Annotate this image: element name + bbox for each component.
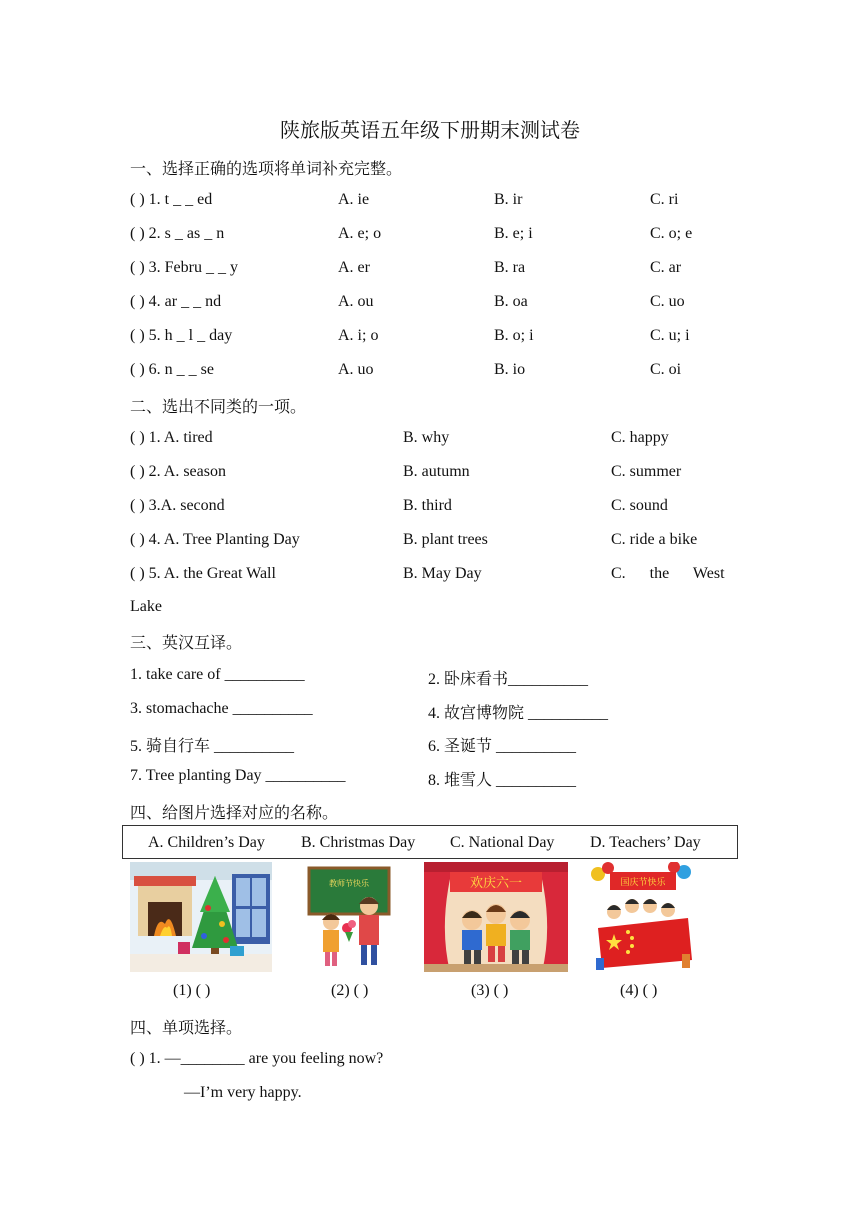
question-text: ( ) 1. t _ _ ed — [130, 191, 213, 208]
national-day-picture — [588, 862, 698, 972]
christmas-picture — [130, 862, 272, 972]
option-b: B. autumn — [403, 463, 470, 480]
option-a: A. ie — [338, 191, 370, 208]
question-row — [130, 565, 750, 587]
option-c: C. ride a bike — [611, 531, 698, 548]
question-text: ( ) 5. A. the Great Wall — [130, 565, 276, 582]
question-text: ( ) 4. ar _ _ nd — [130, 293, 222, 310]
question-text: ( ) 6. n _ _ se — [130, 361, 214, 378]
option-b: B. oa — [494, 293, 528, 310]
translation-item: 7. Tree planting Day __________ — [130, 767, 346, 784]
option-c: C. uo — [650, 293, 685, 310]
picture-caption: (4) ( ) — [620, 982, 658, 999]
question-text: ( ) 2. s _ as _ n — [130, 225, 225, 242]
option-c: C. oi — [650, 361, 682, 378]
option-b: B. why — [403, 429, 450, 446]
question-row — [130, 463, 750, 485]
translation-item: 1. take care of __________ — [130, 666, 305, 683]
question-text: ( ) 1. —________ are you feeling now? — [130, 1050, 384, 1067]
translation-row — [130, 700, 750, 722]
childrens-day-picture — [424, 862, 568, 972]
section5-heading: 四、单项选择。 — [130, 1020, 243, 1037]
option-b: B. ra — [494, 259, 526, 276]
option-b: B. plant trees — [403, 531, 488, 548]
wrapped-text: Lake — [130, 598, 162, 615]
page-title: 陕旅版英语五年级下册期末测试卷 — [280, 120, 580, 142]
option-a: A. i; o — [338, 327, 379, 344]
translation-row — [130, 733, 750, 755]
translation-item: 5. 骑自行车 __________ — [130, 738, 295, 755]
answer-text: —I’m very happy. — [184, 1084, 302, 1101]
option-c: C. the West — [611, 565, 725, 582]
option-label: A. Children’s Day — [148, 834, 265, 851]
option-c: C. ar — [650, 259, 682, 276]
translation-row — [130, 767, 750, 789]
question-row — [130, 531, 750, 553]
question-row — [130, 225, 750, 247]
banner-text: 欢庆六一 — [469, 876, 523, 891]
options-box — [122, 825, 738, 859]
question-row — [130, 327, 750, 349]
question-row — [130, 191, 750, 213]
question-text: ( ) 2. A. season — [130, 463, 226, 480]
banner-text: 国庆节快乐 — [620, 878, 666, 888]
translation-item: 6. 圣诞节 __________ — [428, 738, 577, 755]
section3-heading: 三、英汉互译。 — [130, 635, 243, 652]
option-b: B. May Day — [403, 565, 482, 582]
option-a: A. uo — [338, 361, 374, 378]
option-a: A. ou — [338, 293, 374, 310]
option-c: C. sound — [611, 497, 668, 514]
picture-caption: (1) ( ) — [173, 982, 211, 999]
question-text: ( ) 3.A. second — [130, 497, 225, 514]
option-c: C. happy — [611, 429, 669, 446]
translation-item: 4. 故宫博物院 __________ — [428, 705, 609, 722]
option-b: B. third — [403, 497, 452, 514]
board-text: 教师节快乐 — [329, 879, 369, 888]
question-text: ( ) 3. Febru _ _ y — [130, 259, 238, 276]
question-text: ( ) 1. A. tired — [130, 429, 213, 446]
question-row — [130, 293, 750, 315]
question-row — [130, 429, 750, 451]
picture-caption: (3) ( ) — [471, 982, 509, 999]
section2-heading: 二、选出不同类的一项。 — [130, 399, 307, 416]
option-b: B. o; i — [494, 327, 534, 344]
section4-heading: 四、给图片选择对应的名称。 — [130, 805, 339, 822]
option-b: B. e; i — [494, 225, 533, 242]
option-b: B. io — [494, 361, 526, 378]
option-label: B. Christmas Day — [301, 834, 416, 851]
option-a: A. e; o — [338, 225, 382, 242]
question-text: ( ) 5. h _ l _ day — [130, 327, 233, 344]
question-row — [130, 361, 750, 383]
translation-item: 3. stomachache __________ — [130, 700, 313, 717]
option-label: D. Teachers’ Day — [590, 834, 701, 851]
question-text: ( ) 4. A. Tree Planting Day — [130, 531, 300, 548]
translation-item: 2. 卧床看书__________ — [428, 671, 589, 688]
option-c: C. u; i — [650, 327, 690, 344]
option-c: C. ri — [650, 191, 679, 208]
section1-heading: 一、选择正确的选项将单词补充完整。 — [130, 161, 403, 178]
teachers-day-picture — [297, 862, 399, 972]
option-c: C. o; e — [650, 225, 693, 242]
picture-caption: (2) ( ) — [331, 982, 369, 999]
option-b: B. ir — [494, 191, 523, 208]
option-a: A. er — [338, 259, 370, 276]
option-c: C. summer — [611, 463, 682, 480]
question-row — [130, 497, 750, 519]
translation-row — [130, 666, 750, 688]
option-label: C. National Day — [450, 834, 555, 851]
question-row — [130, 259, 750, 281]
translation-item: 8. 堆雪人 __________ — [428, 772, 577, 789]
